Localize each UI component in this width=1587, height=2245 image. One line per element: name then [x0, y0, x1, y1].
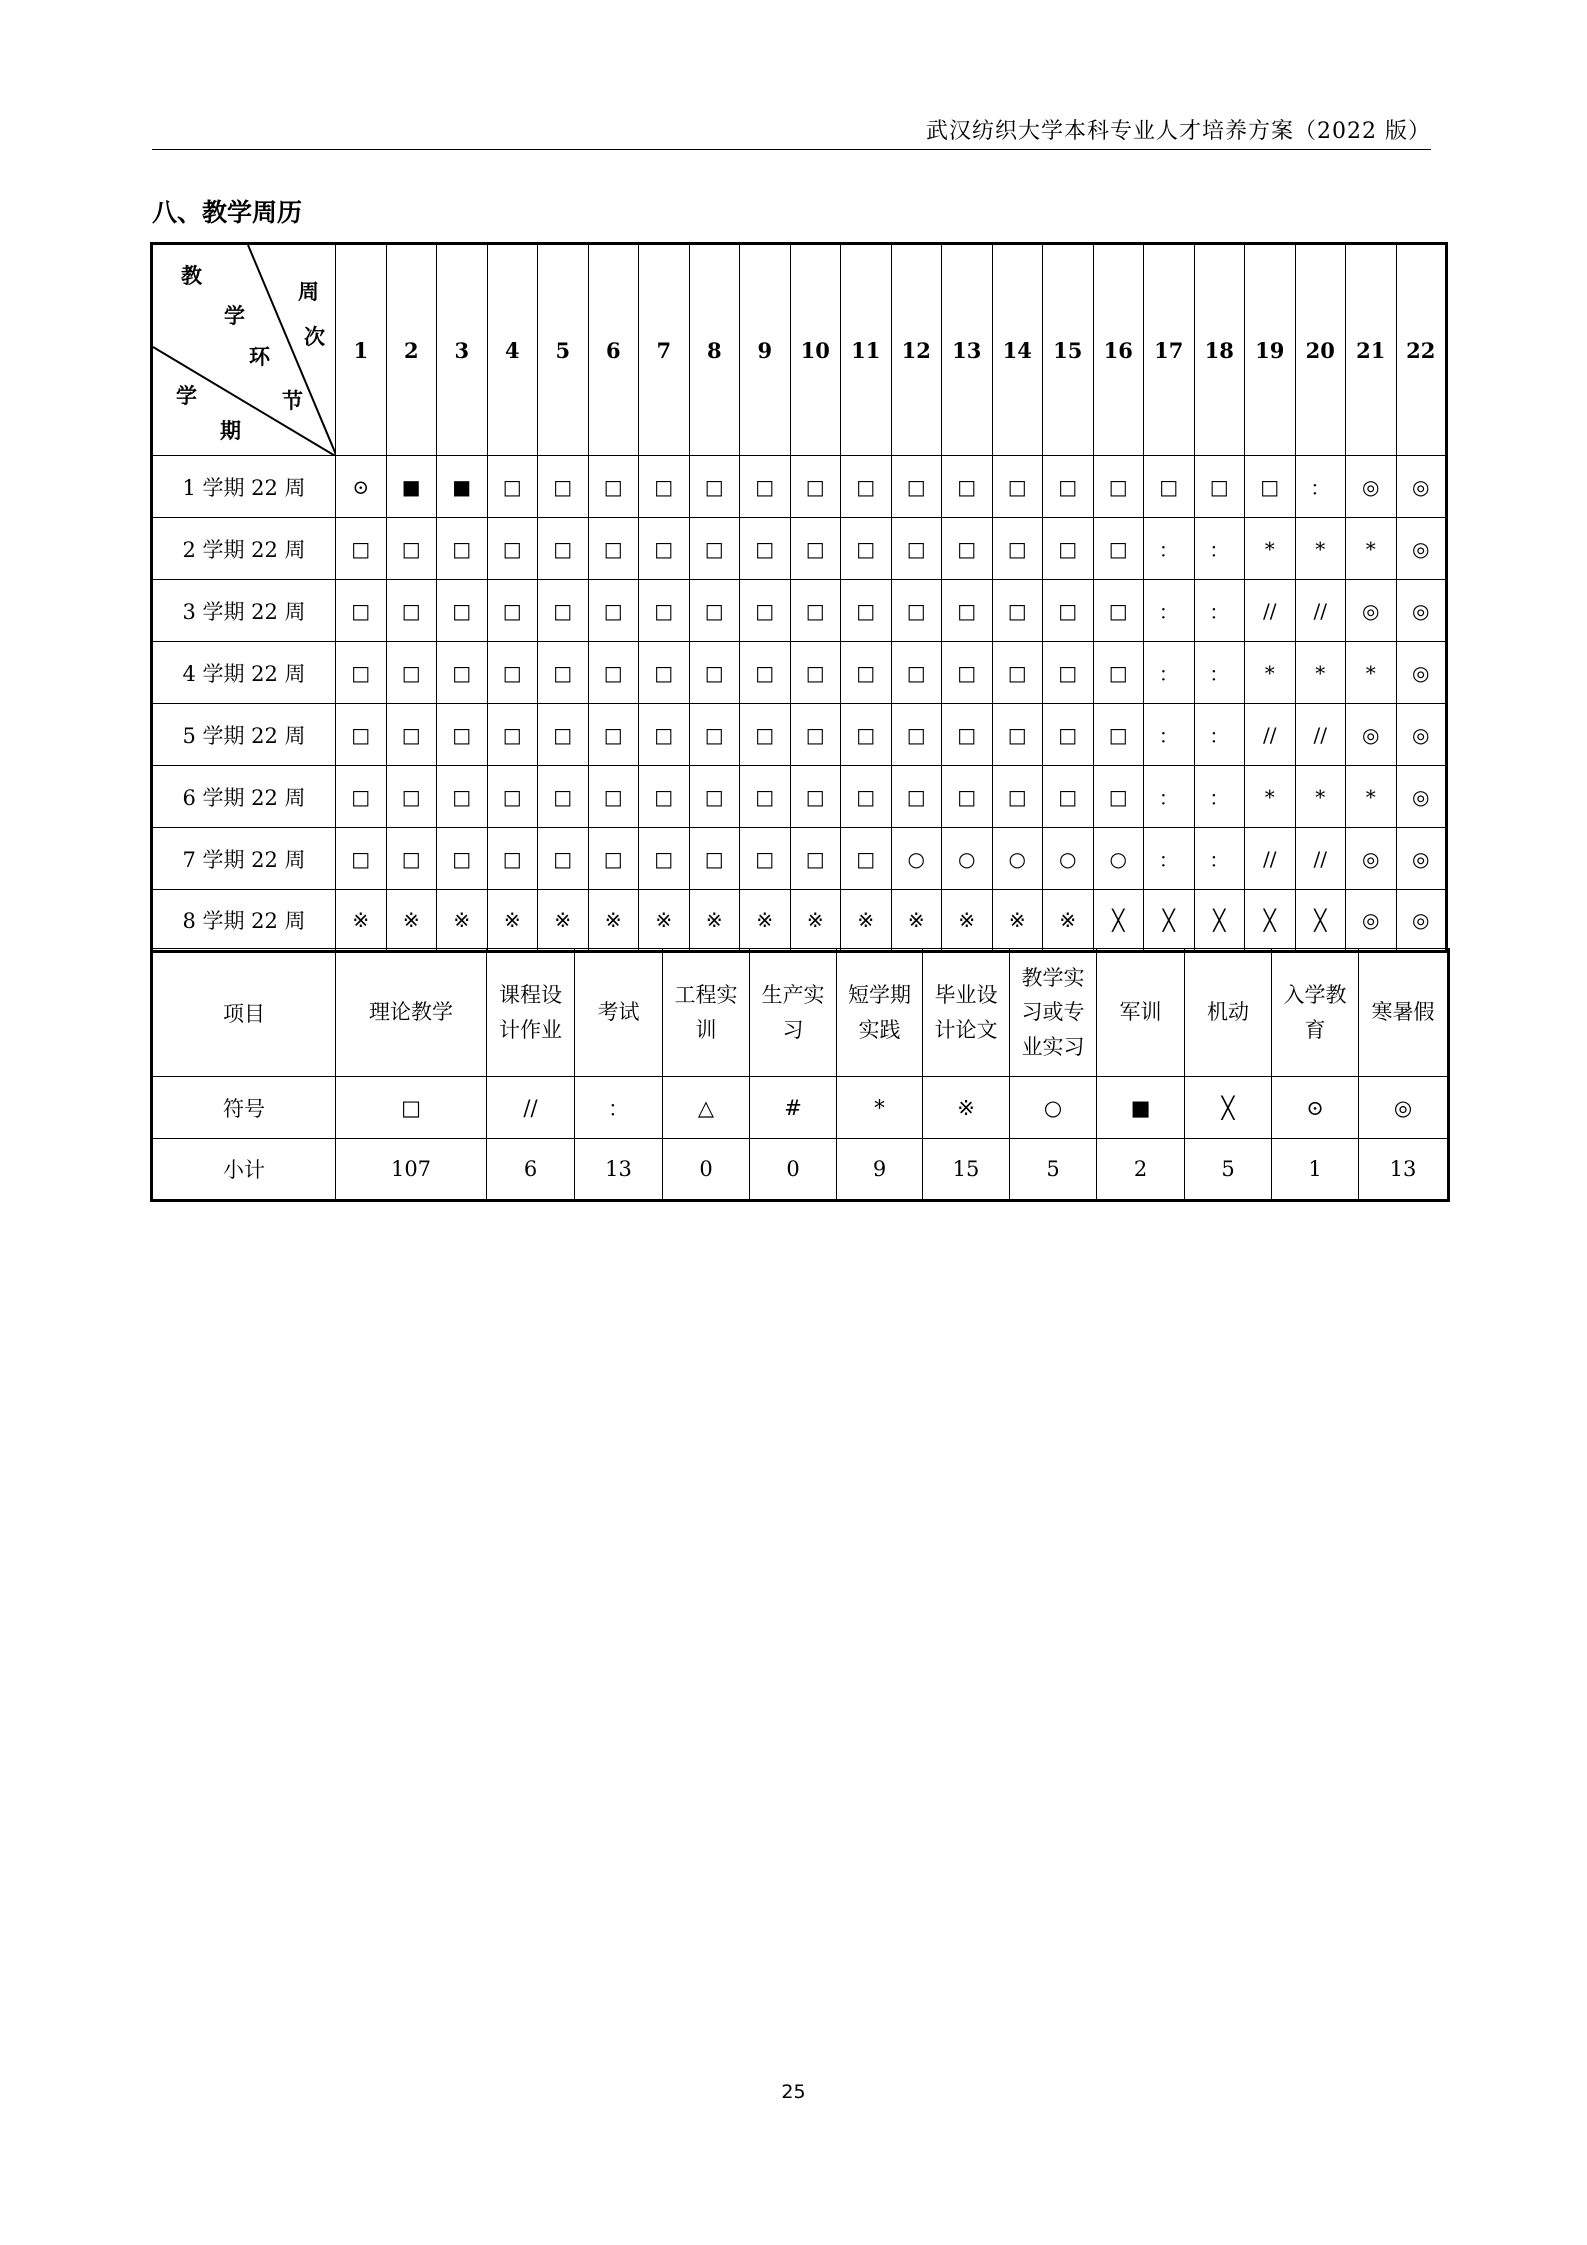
week-cell-symbol: □ [336, 518, 387, 580]
legend-item-count: 0 [750, 1139, 837, 1201]
week-cell-symbol: ： [1144, 642, 1195, 704]
week-header-7: 7 [639, 244, 690, 456]
week-cell-symbol: ： [1295, 456, 1346, 518]
week-cell-symbol: □ [487, 828, 538, 890]
week-cell-symbol: ╳ [1295, 890, 1346, 952]
week-cell-symbol: □ [740, 456, 791, 518]
week-cell-symbol: □ [1043, 580, 1094, 642]
week-header-18: 18 [1194, 244, 1245, 456]
semester-label: 8 学期 22 周 [152, 890, 336, 952]
week-header-16: 16 [1093, 244, 1144, 456]
week-header-5: 5 [538, 244, 589, 456]
corner-label-ci: 次 [304, 324, 325, 349]
page-number: 25 [781, 2081, 806, 2103]
legend-item-name: 入学教育 [1272, 949, 1359, 1077]
week-cell-symbol: □ [1093, 580, 1144, 642]
semester-label: 1 学期 22 周 [152, 456, 336, 518]
week-header-13: 13 [942, 244, 993, 456]
legend-item-name: 课程设计作业 [487, 949, 575, 1077]
legend-item-count: 0 [663, 1139, 750, 1201]
week-cell-symbol: □ [992, 456, 1043, 518]
week-cell-symbol: □ [588, 704, 639, 766]
week-cell-symbol: □ [538, 642, 589, 704]
week-cell-symbol: □ [336, 828, 387, 890]
week-cell-symbol: ○ [891, 828, 942, 890]
week-cell-symbol: ◎ [1346, 828, 1397, 890]
week-cell-symbol: □ [992, 580, 1043, 642]
week-cell-symbol: □ [689, 828, 740, 890]
legend-subtotal-row [152, 1139, 1449, 1201]
week-cell-symbol: □ [437, 580, 488, 642]
week-cell-symbol: ※ [891, 890, 942, 952]
week-cell-symbol: □ [1043, 518, 1094, 580]
week-cell-symbol: □ [1093, 642, 1144, 704]
week-cell-symbol: ◎ [1396, 580, 1447, 642]
week-cell-symbol: * [1245, 642, 1296, 704]
week-cell-symbol: □ [992, 704, 1043, 766]
week-header-9: 9 [740, 244, 791, 456]
semester-row [152, 456, 1447, 518]
legend-item-symbol: ※ [923, 1077, 1010, 1139]
week-cell-symbol: □ [588, 828, 639, 890]
week-cell-symbol: □ [689, 704, 740, 766]
week-header-3: 3 [437, 244, 488, 456]
legend-item-count: 2 [1097, 1139, 1185, 1201]
week-cell-symbol: □ [942, 642, 993, 704]
week-cell-symbol: □ [386, 580, 437, 642]
week-cell-symbol: □ [336, 580, 387, 642]
week-header-15: 15 [1043, 244, 1094, 456]
legend-item-name: 理论教学 [336, 949, 487, 1077]
week-cell-symbol: □ [538, 456, 589, 518]
week-cell-symbol: □ [487, 518, 538, 580]
legend-row-header-subtotal: 小计 [152, 1139, 336, 1201]
week-cell-symbol: □ [588, 456, 639, 518]
week-cell-symbol: □ [1093, 766, 1144, 828]
week-cell-symbol: ╳ [1093, 890, 1144, 952]
week-cell-symbol: □ [639, 828, 690, 890]
week-cell-symbol: □ [740, 642, 791, 704]
week-cell-symbol: □ [740, 766, 791, 828]
week-header-14: 14 [992, 244, 1043, 456]
semester-row [152, 828, 1447, 890]
week-cell-symbol: □ [639, 642, 690, 704]
week-cell-symbol: ： [1194, 642, 1245, 704]
legend-item-symbol: ╳ [1185, 1077, 1272, 1139]
week-cell-symbol: ╳ [1245, 890, 1296, 952]
week-cell-symbol: □ [740, 518, 791, 580]
semester-row [152, 704, 1447, 766]
legend-item-name: 教学实习或专业实习 [1010, 949, 1097, 1077]
semester-label: 5 学期 22 周 [152, 704, 336, 766]
semester-row [152, 518, 1447, 580]
week-cell-symbol: □ [891, 456, 942, 518]
week-cell-symbol: □ [891, 704, 942, 766]
week-cell-symbol: // [1245, 580, 1296, 642]
week-cell-symbol: □ [790, 766, 841, 828]
week-cell-symbol: ※ [740, 890, 791, 952]
week-header-11: 11 [841, 244, 892, 456]
week-cell-symbol: □ [689, 518, 740, 580]
week-cell-symbol: * [1346, 766, 1397, 828]
legend-item-count: 5 [1185, 1139, 1272, 1201]
legend-item-name: 考试 [575, 949, 663, 1077]
week-cell-symbol: ╳ [1194, 890, 1245, 952]
week-header-22: 22 [1396, 244, 1447, 456]
legend-item-symbol: ■ [1097, 1077, 1185, 1139]
week-cell-symbol: ○ [992, 828, 1043, 890]
week-cell-symbol: □ [639, 704, 690, 766]
legend-item-symbol: ◎ [1359, 1077, 1449, 1139]
week-cell-symbol: ◎ [1396, 642, 1447, 704]
corner-label-xue: 学 [224, 303, 245, 328]
week-cell-symbol: □ [538, 828, 589, 890]
corner-label-zhou: 周 [298, 279, 319, 304]
semester-row [152, 580, 1447, 642]
week-cell-symbol: ： [1144, 580, 1195, 642]
week-cell-symbol: □ [336, 642, 387, 704]
week-cell-symbol: ○ [1093, 828, 1144, 890]
week-cell-symbol: * [1245, 518, 1296, 580]
legend-table [150, 948, 1450, 1202]
week-cell-symbol: // [1245, 704, 1296, 766]
week-cell-symbol: □ [487, 580, 538, 642]
legend-item-count: 13 [575, 1139, 663, 1201]
week-cell-symbol: ※ [588, 890, 639, 952]
week-cell-symbol: □ [437, 518, 488, 580]
week-cell-symbol: □ [790, 704, 841, 766]
week-cell-symbol: ╳ [1144, 890, 1195, 952]
week-cell-symbol: * [1346, 518, 1397, 580]
week-cell-symbol: □ [639, 580, 690, 642]
week-cell-symbol: ※ [336, 890, 387, 952]
week-cell-symbol: ※ [386, 890, 437, 952]
legend-item-symbol: ○ [1010, 1077, 1097, 1139]
week-cell-symbol: ： [1194, 518, 1245, 580]
week-cell-symbol: □ [1093, 456, 1144, 518]
week-cell-symbol: ○ [1043, 828, 1094, 890]
legend-item-symbol: □ [336, 1077, 487, 1139]
week-cell-symbol: □ [538, 704, 589, 766]
week-cell-symbol: □ [386, 766, 437, 828]
week-cell-symbol: □ [437, 704, 488, 766]
week-cell-symbol: // [1295, 580, 1346, 642]
week-cell-symbol: □ [1093, 518, 1144, 580]
week-cell-symbol: □ [386, 518, 437, 580]
week-cell-symbol: * [1295, 518, 1346, 580]
week-cell-symbol: □ [790, 828, 841, 890]
semester-label: 3 学期 22 周 [152, 580, 336, 642]
week-cell-symbol: ： [1194, 580, 1245, 642]
corner-label-jiao: 教 [181, 263, 202, 288]
week-cell-symbol: ◎ [1396, 518, 1447, 580]
week-cell-symbol: □ [538, 766, 589, 828]
week-cell-symbol: □ [1093, 704, 1144, 766]
week-cell-symbol: □ [1194, 456, 1245, 518]
week-cell-symbol: ◎ [1396, 456, 1447, 518]
week-cell-symbol: □ [1144, 456, 1195, 518]
week-cell-symbol: □ [588, 642, 639, 704]
week-cell-symbol: □ [639, 456, 690, 518]
week-cell-symbol: ： [1194, 766, 1245, 828]
week-cell-symbol: □ [336, 704, 387, 766]
week-cell-symbol: * [1245, 766, 1296, 828]
legend-item-name: 短学期实践 [837, 949, 923, 1077]
week-cell-symbol: □ [841, 704, 892, 766]
legend-item-count: 6 [487, 1139, 575, 1201]
week-cell-symbol: □ [942, 704, 993, 766]
semester-label: 4 学期 22 周 [152, 642, 336, 704]
week-cell-symbol: □ [841, 642, 892, 704]
legend-item-count: 5 [1010, 1139, 1097, 1201]
week-header-20: 20 [1295, 244, 1346, 456]
week-cell-symbol: ※ [1043, 890, 1094, 952]
legend-item-name: 生产实习 [750, 949, 837, 1077]
week-cell-symbol: □ [942, 518, 993, 580]
legend-row-header-symbol: 符号 [152, 1077, 336, 1139]
week-cell-symbol: □ [992, 518, 1043, 580]
legend-item-symbol: ⊙ [1272, 1077, 1359, 1139]
week-cell-symbol: ※ [992, 890, 1043, 952]
week-cell-symbol: □ [1043, 704, 1094, 766]
week-cell-symbol: □ [891, 518, 942, 580]
week-cell-symbol: // [1245, 828, 1296, 890]
week-cell-symbol: □ [437, 642, 488, 704]
week-cell-symbol: □ [891, 766, 942, 828]
week-cell-symbol: // [1295, 828, 1346, 890]
week-cell-symbol: □ [740, 704, 791, 766]
week-cell-symbol: □ [1043, 642, 1094, 704]
corner-label-xue2: 学 [176, 383, 197, 408]
corner-label-jie: 节 [282, 388, 303, 413]
week-cell-symbol: ： [1144, 766, 1195, 828]
week-cell-symbol: ■ [386, 456, 437, 518]
legend-item-count: 13 [1359, 1139, 1449, 1201]
week-cell-symbol: □ [942, 766, 993, 828]
week-cell-symbol: □ [841, 580, 892, 642]
semester-label: 7 学期 22 周 [152, 828, 336, 890]
week-cell-symbol: ◎ [1396, 828, 1447, 890]
week-cell-symbol: ： [1144, 518, 1195, 580]
week-cell-symbol: ◎ [1396, 890, 1447, 952]
week-cell-symbol: ◎ [1346, 890, 1397, 952]
legend-item-symbol: // [487, 1077, 575, 1139]
semester-label: 2 学期 22 周 [152, 518, 336, 580]
week-cell-symbol: ◎ [1346, 580, 1397, 642]
week-cell-symbol: □ [487, 642, 538, 704]
week-cell-symbol: ※ [487, 890, 538, 952]
week-cell-symbol: □ [639, 766, 690, 828]
week-cell-symbol: ： [1144, 704, 1195, 766]
week-header-12: 12 [891, 244, 942, 456]
week-cell-symbol: // [1295, 704, 1346, 766]
week-cell-symbol: ： [1144, 828, 1195, 890]
semester-label: 6 学期 22 周 [152, 766, 336, 828]
week-cell-symbol: ※ [437, 890, 488, 952]
semester-row [152, 766, 1447, 828]
legend-name-row [152, 949, 1449, 1077]
legend-item-name: 毕业设计论文 [923, 949, 1010, 1077]
week-header-2: 2 [386, 244, 437, 456]
week-cell-symbol: □ [689, 580, 740, 642]
week-cell-symbol: ※ [790, 890, 841, 952]
week-cell-symbol: □ [386, 642, 437, 704]
week-cell-symbol: □ [538, 580, 589, 642]
week-cell-symbol: ◎ [1346, 704, 1397, 766]
document-header-title: 武汉纺织大学本科专业人才培养方案（2022 版） [926, 119, 1431, 144]
week-cell-symbol: □ [437, 828, 488, 890]
week-cell-symbol: □ [1043, 766, 1094, 828]
diagonal-corner-header [152, 244, 336, 456]
week-header-21: 21 [1346, 244, 1397, 456]
week-cell-symbol: ※ [639, 890, 690, 952]
week-header-6: 6 [588, 244, 639, 456]
week-cell-symbol: □ [588, 518, 639, 580]
legend-symbol-row [152, 1077, 1449, 1139]
week-header-4: 4 [487, 244, 538, 456]
week-cell-symbol: * [1295, 642, 1346, 704]
legend-item-count: 15 [923, 1139, 1010, 1201]
week-header-1: 1 [336, 244, 387, 456]
corner-label-huan: 环 [249, 344, 270, 369]
week-header-10: 10 [790, 244, 841, 456]
week-cell-symbol: ◎ [1346, 456, 1397, 518]
week-cell-symbol: ◎ [1396, 766, 1447, 828]
week-cell-symbol: ※ [538, 890, 589, 952]
legend-item-symbol: # [750, 1077, 837, 1139]
week-cell-symbol: □ [487, 766, 538, 828]
semester-row [152, 890, 1447, 952]
week-cell-symbol: □ [992, 766, 1043, 828]
week-cell-symbol: ◎ [1396, 704, 1447, 766]
week-cell-symbol: □ [992, 642, 1043, 704]
legend-item-name: 机动 [1185, 949, 1272, 1077]
week-cell-symbol: □ [689, 456, 740, 518]
legend-item-count: 9 [837, 1139, 923, 1201]
week-cell-symbol: □ [841, 766, 892, 828]
header-rule [152, 149, 1431, 150]
semester-row [152, 642, 1447, 704]
week-cell-symbol: □ [487, 456, 538, 518]
legend-item-count: 107 [336, 1139, 487, 1201]
week-cell-symbol: ： [1194, 704, 1245, 766]
week-cell-symbol: □ [336, 766, 387, 828]
legend-item-name: 军训 [1097, 949, 1185, 1077]
week-cell-symbol: □ [942, 456, 993, 518]
week-cell-symbol: □ [841, 518, 892, 580]
week-cell-symbol: □ [740, 580, 791, 642]
week-cell-symbol: □ [487, 704, 538, 766]
week-cell-symbol: □ [1245, 456, 1296, 518]
week-cell-symbol: * [1295, 766, 1346, 828]
week-cell-symbol: □ [588, 580, 639, 642]
legend-item-symbol: ： [575, 1077, 663, 1139]
week-cell-symbol: ※ [689, 890, 740, 952]
week-cell-symbol: □ [639, 518, 690, 580]
legend-item-count: 1 [1272, 1139, 1359, 1201]
legend-item-symbol: * [837, 1077, 923, 1139]
week-cell-symbol: □ [386, 704, 437, 766]
week-cell-symbol: □ [689, 642, 740, 704]
week-cell-symbol: □ [841, 456, 892, 518]
week-cell-symbol: □ [689, 766, 740, 828]
week-cell-symbol: □ [1043, 456, 1094, 518]
week-cell-symbol: * [1346, 642, 1397, 704]
week-header-row [152, 244, 1447, 456]
corner-label-qi: 期 [220, 418, 241, 443]
legend-row-header-item: 项目 [152, 949, 336, 1077]
week-cell-symbol: □ [790, 518, 841, 580]
week-cell-symbol: □ [740, 828, 791, 890]
week-header-17: 17 [1144, 244, 1195, 456]
legend-item-name: 寒暑假 [1359, 949, 1449, 1077]
week-cell-symbol: □ [790, 580, 841, 642]
section-title: 八、教学周历 [152, 198, 303, 227]
week-cell-symbol: □ [790, 456, 841, 518]
week-cell-symbol: □ [790, 642, 841, 704]
week-cell-symbol: ※ [841, 890, 892, 952]
week-cell-symbol: ※ [942, 890, 993, 952]
week-cell-symbol: ○ [942, 828, 993, 890]
legend-item-symbol: △ [663, 1077, 750, 1139]
week-cell-symbol: □ [841, 828, 892, 890]
teaching-calendar-table [150, 242, 1448, 953]
week-cell-symbol: □ [891, 642, 942, 704]
week-cell-symbol: □ [437, 766, 488, 828]
legend-item-name: 工程实训 [663, 949, 750, 1077]
week-cell-symbol: □ [538, 518, 589, 580]
week-header-8: 8 [689, 244, 740, 456]
week-cell-symbol: □ [588, 766, 639, 828]
week-cell-symbol: □ [942, 580, 993, 642]
week-header-19: 19 [1245, 244, 1296, 456]
week-cell-symbol: □ [891, 580, 942, 642]
week-cell-symbol: ■ [437, 456, 488, 518]
week-cell-symbol: ： [1194, 828, 1245, 890]
week-cell-symbol: □ [386, 828, 437, 890]
week-cell-symbol: ⊙ [336, 456, 387, 518]
